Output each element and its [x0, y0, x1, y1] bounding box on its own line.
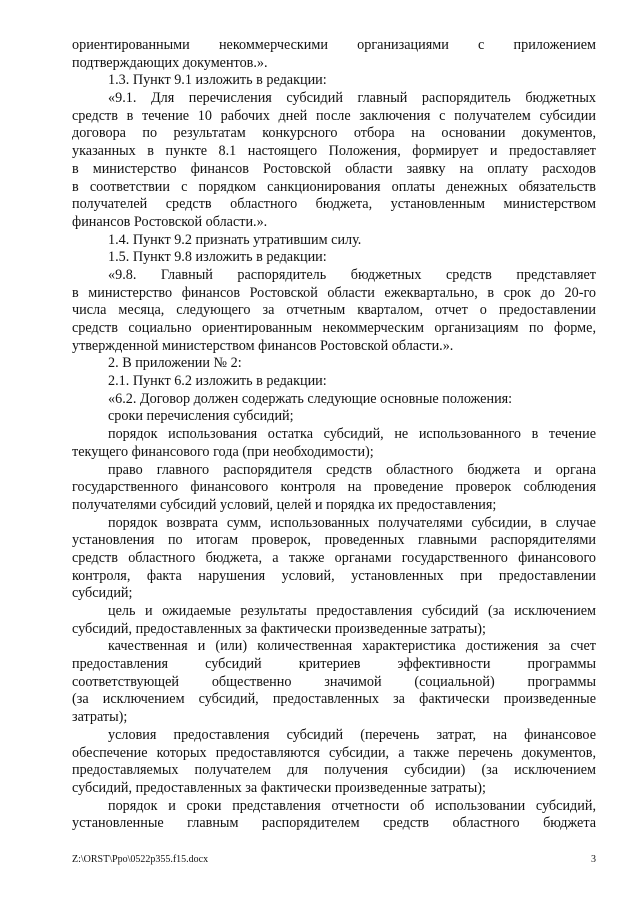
- text-line: контроля, факта нарушения условий, установленных при предоставлении: [72, 567, 596, 584]
- text-line: числа месяца, следующего за отчетным кварталом, отчет о предоставлении: [72, 302, 596, 319]
- text-line: в соответствии с порядком санкционирования оплаты денежных обязательств: [72, 178, 596, 195]
- text-line: сроки перечисления субсидий;: [108, 408, 294, 425]
- footer-file-path: Z:\ORST\Ppo\0522p355.f15.docx: [72, 854, 209, 865]
- page-number: 3: [591, 854, 596, 865]
- text-line: установленные главным распорядителем средств областного бюджета: [72, 815, 596, 832]
- text-line: соответствующей общественно значимой (социальной) программы: [72, 673, 596, 690]
- text-line: 1.5. Пункт 9.8 изложить в редакции:: [108, 249, 327, 266]
- text-line: средств в течение 10 рабочих дней после заключения с получателем субсидии: [72, 107, 596, 124]
- text-line: субсидий;: [72, 585, 133, 602]
- text-line: договора по результатам конкурсного отбора на основании документов,: [72, 125, 596, 142]
- text-line: качественная и (или) количественная характеристика достижения за счет: [108, 638, 596, 655]
- text-line: условия предоставления субсидий (перечень затрат, на финансовое: [108, 726, 596, 743]
- text-line: «9.8. Главный распорядитель бюджетных средств представляет: [108, 266, 596, 283]
- text-line: получателей средств областного бюджета, установленным министерством: [72, 196, 596, 213]
- text-line: (за исключением субсидий, предоставленных за фактически произведенные: [72, 691, 596, 708]
- document-body: [72, 37, 596, 833]
- text-line: в министерство финансов Ростовской области заявку на оплату расходов: [72, 160, 596, 177]
- text-line: субсидий, предоставленных за фактически произведенные затраты);: [72, 620, 486, 637]
- text-line: предоставления субсидий критериев эффективности программы: [72, 656, 596, 673]
- text-line: в министерство финансов Ростовской области ежеквартально, в срок до 20-го: [72, 284, 596, 301]
- text-line: право главного распорядителя средств областного бюджета и органа: [108, 461, 596, 478]
- text-line: средств социально ориентированным некоммерческим организациям по форме,: [72, 320, 596, 336]
- text-line: утвержденной министерством финансов Ростовской области.».: [72, 337, 454, 354]
- document-page: [72, 37, 596, 833]
- text-line: порядок и сроки представления отчетности об использовании субсидий,: [108, 797, 596, 814]
- text-line: 1.3. Пункт 9.1 изложить в редакции:: [108, 72, 327, 89]
- text-line: государственного финансового контроля на проведение проверок соблюдения: [72, 479, 596, 496]
- text-line: ориентированными некоммерческими организациями с приложением: [72, 37, 596, 53]
- text-line: текущего финансового года (при необходимости);: [72, 443, 374, 460]
- text-line: подтверждающих документов.».: [72, 54, 268, 71]
- text-line: «6.2. Договор должен содержать следующие основные положения:: [108, 390, 513, 407]
- text-line: 2. В приложении № 2:: [108, 355, 242, 372]
- text-line: порядок использования остатка субсидий, не использованного в течение: [108, 426, 596, 443]
- text-line: 2.1. Пункт 6.2 изложить в редакции:: [108, 373, 327, 390]
- text-line: затраты);: [72, 709, 128, 726]
- text-line: порядок возврата сумм, использованных получателями субсидии, в случае: [108, 514, 596, 531]
- text-line: предоставляемых получателем для получения субсидии) (за исключением: [72, 762, 596, 779]
- text-line: обеспечение которых предоставляются субсидии, а также перечень документов,: [72, 744, 596, 761]
- text-line: получателями субсидий условий, целей и порядка их предоставления;: [72, 496, 497, 513]
- text-line: установления по итогам проверок, проведенных главными распорядителями: [72, 532, 596, 549]
- text-line: 1.4. Пункт 9.2 признать утратившим силу.: [108, 231, 362, 248]
- page-footer: [72, 853, 596, 867]
- text-line: «9.1. Для перечисления субсидий главный распорядитель бюджетных: [108, 90, 596, 107]
- text-line: финансов Ростовской области.».: [72, 213, 268, 230]
- text-line: субсидий, предоставленных за фактически произведенные затраты);: [72, 779, 486, 796]
- text-line: указанных в пункте 8.1 настоящего Положения, формирует и предоставляет: [72, 143, 596, 160]
- text-line: цель и ожидаемые результаты предоставления субсидий (за исключением: [108, 603, 596, 619]
- text-line: средств областного бюджета, а также органами государственного финансового: [72, 549, 596, 566]
